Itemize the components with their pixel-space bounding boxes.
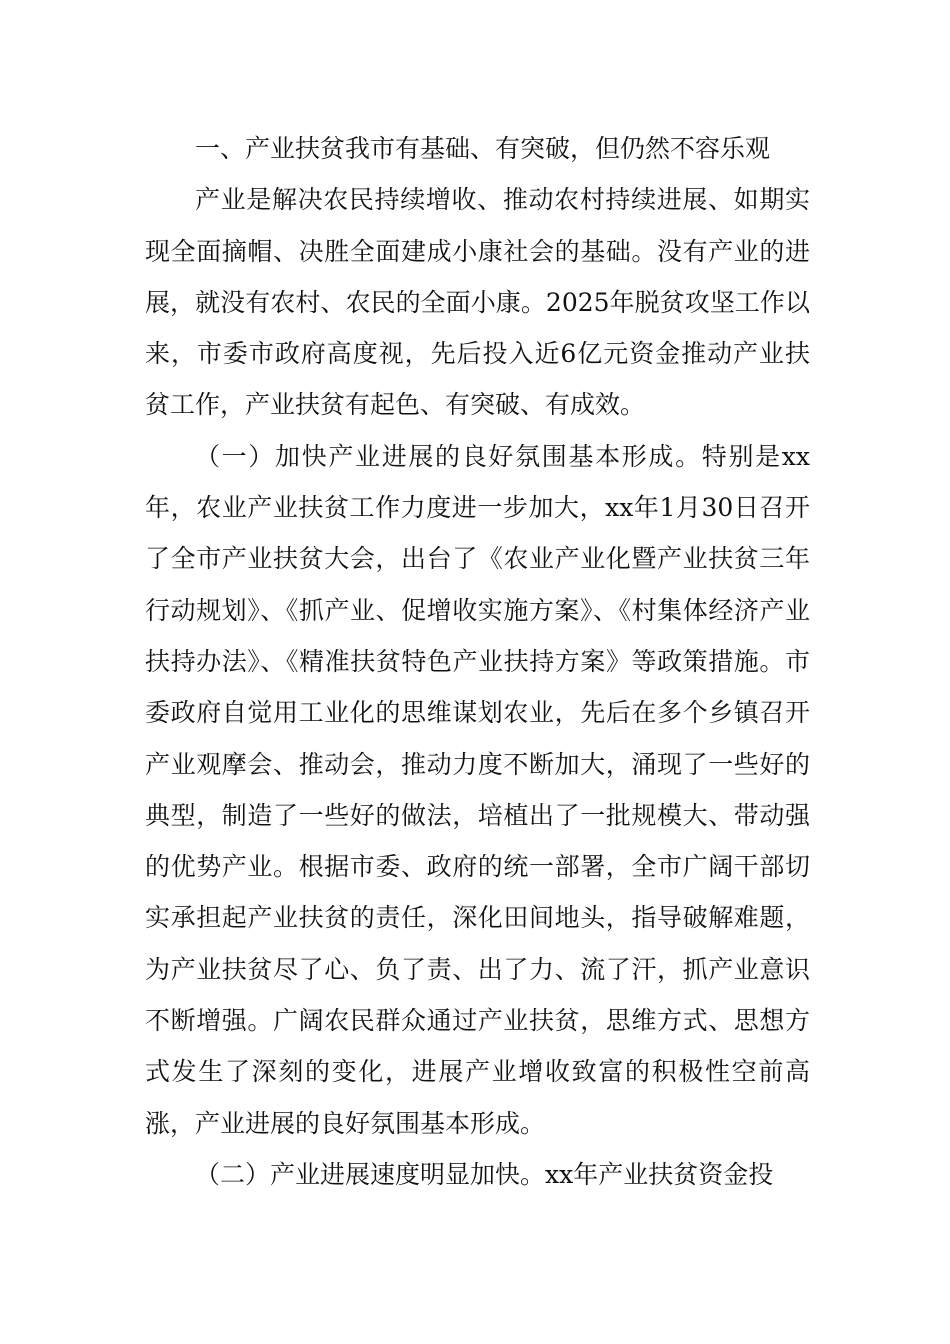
section-heading: 一、产业扶贫我市有基础、有突破，但仍然不容乐观 <box>195 134 771 163</box>
paragraph-subsection-1: （一）加快产业进展的良好氛围基本形成。特别是xx年，农业产业扶贫工作力度进一步加大，xx年1月30日召开了全市产业扶贫大会，出台了《农业产业化暨产业扶贫三年行动规划》、《抓产业、促增收实施方案》、《村集体经济产业扶持办法》、《精准扶贫特色产业扶持方案》等政策措施。市委政府自觉用工业化的思维谋划农业，先后在多个乡镇召开产业观摩会、推动会，推动力度不断加大，涌现了一些好的典型，制造了一些好的做法，培植出了一批规模大、带动强的优势产业。根据市委、政府的统一部署，全市广阔干部切实承担起产业扶贫的责任，深化田间地头，指导破解难题，为产业扶贫尽了心、负了责、出了力、流了汗，抓产业意识不断增强。广阔农民群众通过产业扶贫，思维方式、思想方式发生了深刻的变化，进展产业增收致富的积极性空前高涨，产业进展的良好氛围基本形成。 <box>145 441 810 1138</box>
paragraph-intro: 产业是解决农民持续增收、推动农村持续进展、如期实现全面摘帽、决胜全面建成小康社会的基础。没有产业的进展，就没有农村、农民的全面小康。2025年脱贫攻坚工作以来，市委市政府高度视，先后投入近6亿元资金推动产业扶贫工作，产业扶贫有起色、有突破、有成效。 <box>145 185 810 420</box>
document-body <box>145 123 810 1200</box>
paragraph-subsection-2: （二）产业进展速度明显加快。xx年产业扶贫资金投 <box>195 1159 774 1189</box>
